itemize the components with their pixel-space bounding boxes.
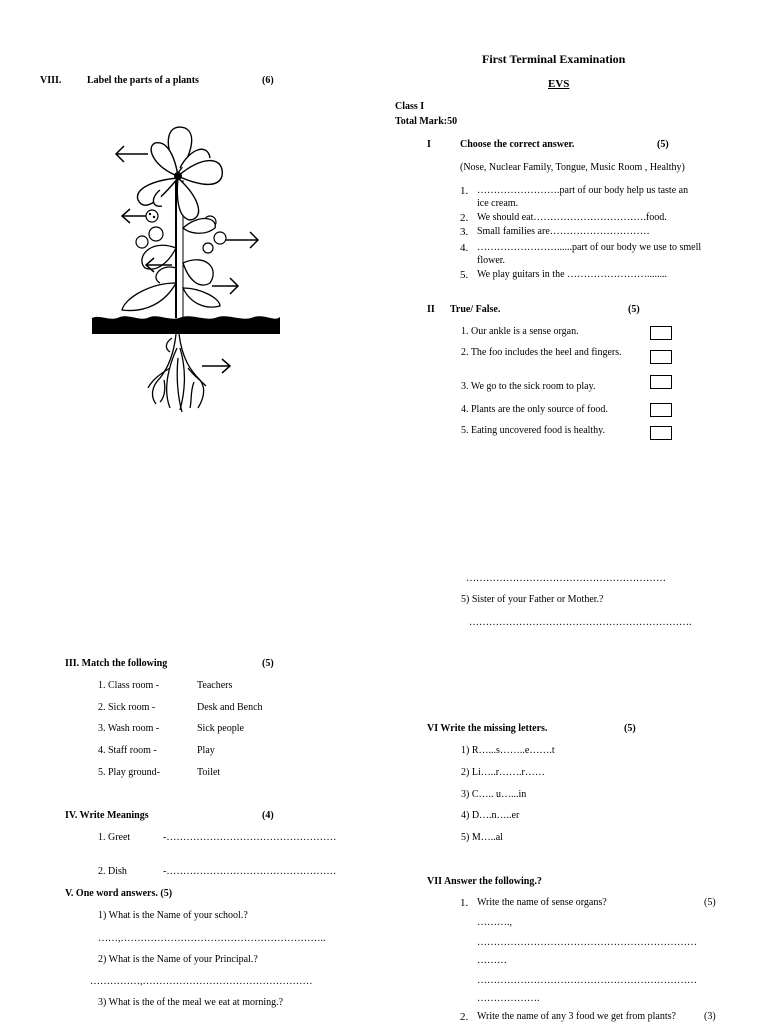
vii-answer-line-3: ……… [477, 955, 507, 966]
vii-q1-marks: (5) [704, 897, 716, 908]
vii-q2-number: 2. [460, 1011, 469, 1023]
tf-answer-box-1[interactable] [650, 326, 672, 340]
match-right-4: Play [197, 745, 215, 756]
meaning-answer-2: -…………………………………………… [163, 866, 337, 877]
section-vi-heading: VI Write the missing letters. [427, 723, 548, 734]
section-ii-heading: True/ False. [450, 304, 501, 315]
exam-title: First Terminal Examination [482, 52, 626, 66]
section-vi-marks: (5) [624, 723, 636, 734]
q1-continuation: ice cream. [477, 198, 519, 209]
subject-title: EVS [548, 78, 570, 90]
missing-letters-5: 5) M…..al [461, 832, 503, 843]
question-sister: 5) Sister of your Father or Mother.? [461, 594, 604, 605]
answer-dots-line: …………………………………………………………. [469, 617, 692, 628]
v-answer-2: ……………,…………………………………………… [90, 976, 313, 987]
class-line: Class I [395, 101, 425, 112]
v-question-3: 3) What is the of the meal we eat at morning.? [98, 997, 284, 1008]
match-right-1: Teachers [197, 680, 233, 691]
missing-letters-3: 3) C….. u…...in [461, 789, 527, 800]
section-i-heading: Choose the correct answer. [460, 139, 575, 150]
missing-letters-2: 2) Li…..r…….r…… [461, 767, 545, 778]
match-left-5: 5. Play ground- [98, 767, 160, 778]
section-ii-marks: (5) [628, 304, 640, 315]
q5-number: 5. [460, 269, 469, 281]
q1-text: …………………….part of our body help us taste an [477, 185, 689, 196]
total-mark: Total Mark:50 [395, 116, 458, 127]
tf-answer-box-4[interactable] [650, 403, 672, 417]
vii-answer-line-2: ………………………………………………………… [477, 937, 697, 948]
q1-number: 1. [460, 185, 469, 197]
tf-item-5: 5. Eating uncovered food is healthy. [461, 425, 606, 436]
vii-question-2: Write the name of any 3 food we get from plants? [477, 1011, 676, 1022]
match-right-3: Sick people [197, 723, 244, 734]
q5-text: We play guitars in the ……………………........ [477, 269, 668, 280]
tf-item-2: 2. The foo includes the heel and fingers. [461, 347, 622, 358]
tf-item-1: 1. Our ankle is a sense organ. [461, 326, 579, 337]
q2-number: 2. [460, 212, 469, 224]
q4-continuation: flower. [477, 255, 506, 266]
tf-answer-box-3[interactable] [650, 375, 672, 389]
v-question-1: 1) What is the Name of your school.? [98, 910, 248, 921]
vii-question-1: Write the name of sense organs? [477, 897, 607, 908]
v-answer-1: ……,…………………………………………………….. [98, 933, 326, 944]
q3-text: Small families are………………………… [477, 226, 650, 237]
section-viii-marks: (6) [262, 75, 274, 86]
section-viii-heading: Label the parts of a plants [87, 75, 199, 86]
q3-number: 3. [460, 226, 469, 238]
vii-answer-line-5: ………………. [477, 993, 540, 1004]
match-left-2: 2. Sick room - [98, 702, 156, 713]
section-vii-heading: VII Answer the following.? [427, 876, 542, 887]
section-i-marks: (5) [657, 139, 669, 150]
section-ii-roman: II [427, 304, 435, 315]
missing-letters-4: 4) D….n…..er [461, 810, 520, 821]
missing-letters-1: 1) R…...s……..e…….t [461, 745, 555, 756]
q4-number: 4. [460, 242, 469, 254]
section-iii-heading: III. Match the following [65, 658, 168, 669]
answer-dots-line: …………………………………………………… [466, 573, 666, 584]
q2-text: We should eat…………………………….food. [477, 212, 667, 223]
match-right-2: Desk and Bench [197, 702, 263, 713]
section-iv-heading: IV. Write Meanings [65, 810, 149, 821]
section-v-heading: V. One word answers. (5) [65, 888, 173, 899]
section-viii-roman: VIII. [40, 75, 62, 86]
meaning-word-1: 1. Greet [98, 832, 131, 843]
meaning-answer-1: -…………………………………………… [163, 832, 337, 843]
meaning-word-2: 2. Dish [98, 866, 127, 877]
q4-text: ……………………......part of our body we use to smell [477, 242, 702, 253]
vii-answer-line-1: ………., [477, 917, 512, 928]
match-right-5: Toilet [197, 767, 221, 778]
tf-answer-box-2[interactable] [650, 350, 672, 364]
section-iii-marks: (5) [262, 658, 274, 669]
match-left-3: 3. Wash room - [98, 723, 160, 734]
tf-item-4: 4. Plants are the only source of food. [461, 404, 608, 415]
vii-answer-line-4: ………………………………………………………… [477, 975, 697, 986]
vii-q2-marks: (3) [704, 1011, 716, 1022]
section-i-roman: I [427, 139, 431, 150]
plant-diagram [90, 118, 282, 414]
v-question-2: 2) What is the Name of your Principal.? [98, 954, 258, 965]
tf-item-3: 3. We go to the sick room to play. [461, 381, 596, 392]
tf-answer-box-5[interactable] [650, 426, 672, 440]
section-iv-marks: (4) [262, 810, 274, 821]
section-i-options: (Nose, Nuclear Family, Tongue, Music Room , Healthy) [460, 162, 685, 173]
vii-q1-number: 1. [460, 897, 469, 909]
match-left-4: 4. Staff room - [98, 745, 157, 756]
match-left-1: 1. Class room - [98, 680, 160, 691]
